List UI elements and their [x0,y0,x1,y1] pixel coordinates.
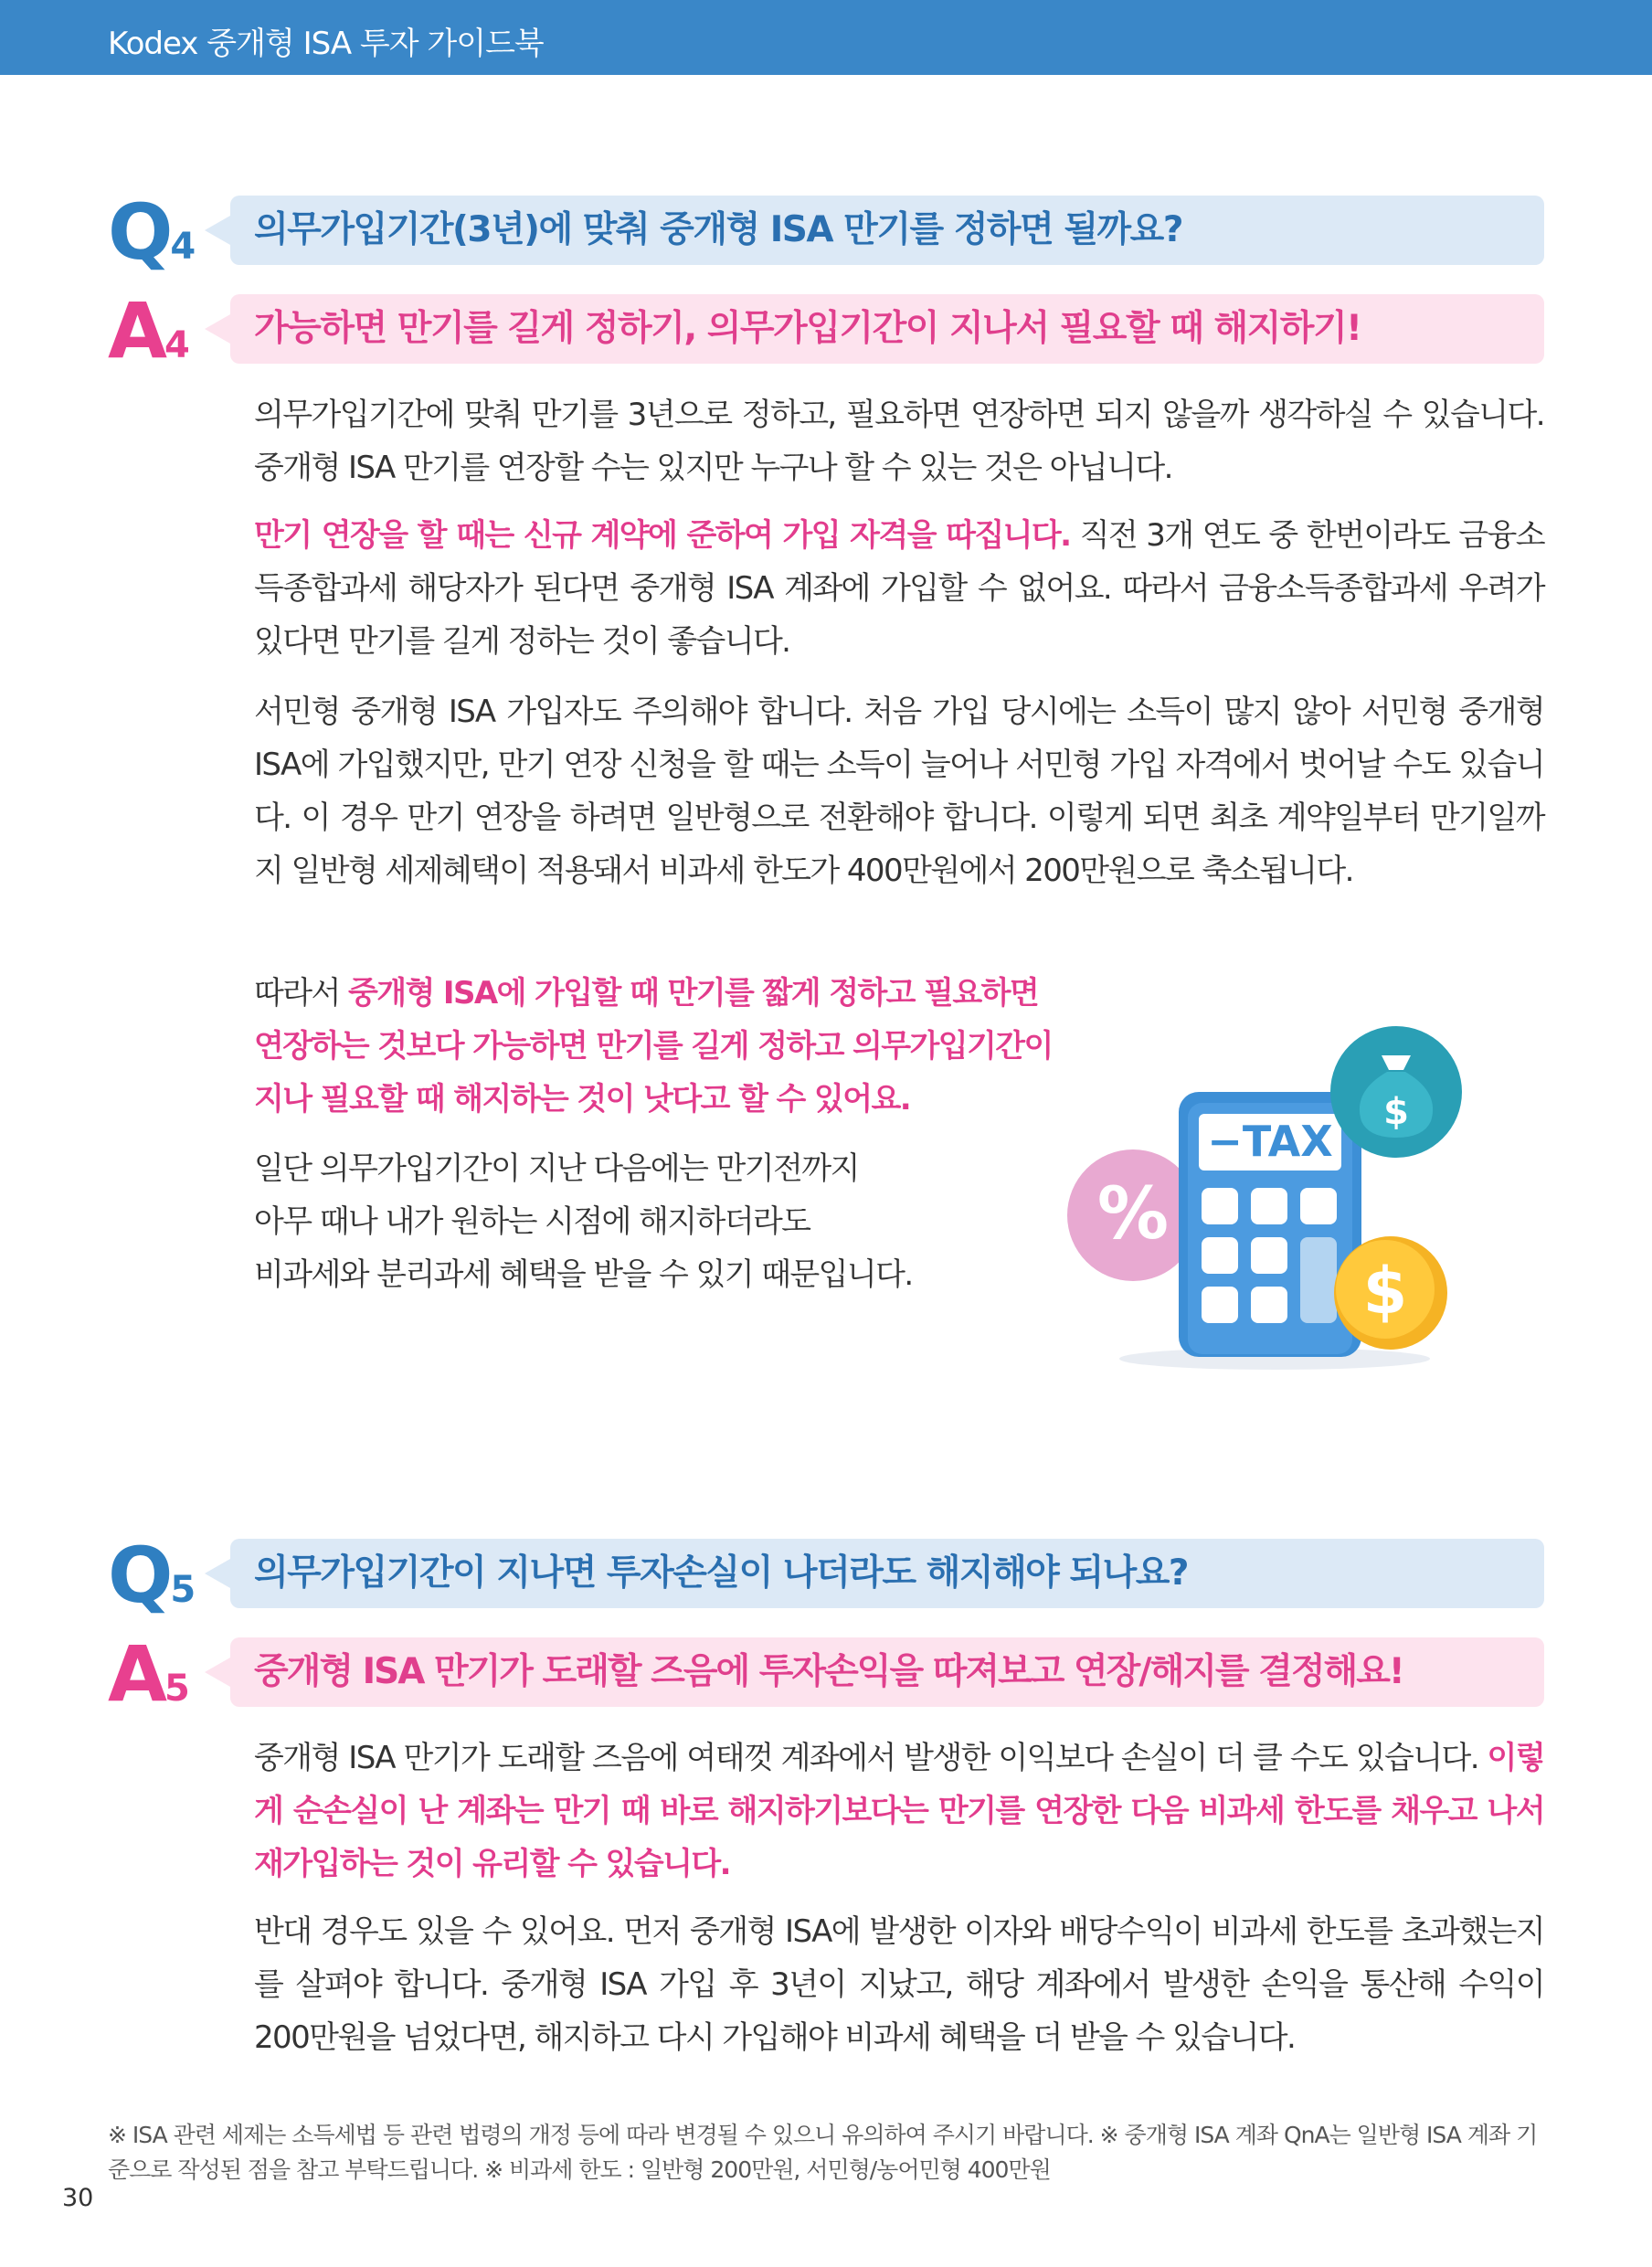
svg-text:$: $ [1383,1091,1409,1133]
q5-paragraph-2: 반대 경우도 있을 수 있어요. 먼저 중개형 ISA에 발생한 이자와 배당수익이 비과세 한도를 초과했는지를 살펴야 합니다. 중개형 ISA 가입 후 3년이 지났고, 해당 계좌에서 발생한 손익을 통산해 수익이 200만원을 넘었다면, 해지하고 다시 가입해야 비과세 혜택을 더 받을 수 있습니다. [254,1913,1544,2056]
header-title: Kodex 중개형 ISA 투자 가이드북 [108,26,544,62]
page-number: 30 [62,2184,94,2212]
q4-paragraph-3: 서민형 중개형 ISA 가입자도 주의해야 합니다. 처음 가입 당시에는 소득이 많지 않아 서민형 중개형 ISA에 가입했지만, 만기 연장 신청을 할 때는 소득이 늘어나 서민형 가입 자격에서 벗어날 수도 있습니다. 이 경우 만기 연장을 하려면 일반형으로 전환해야 합니다. 이렇게 되면 최초 계약일부터 만기일까지 일반형 세제혜택이 적용돼서 비과세 한도가 400만원에서 200만원으로 축소됩니다. [254,694,1544,889]
q4-paragraph-1: 의무가입기간에 맞춰 만기를 3년으로 정하고, 필요하면 연장하면 되지 않을까 생각하실 수 있습니다. 중개형 ISA 만기를 연장할 수는 있지만 누구나 할 수 있는 것은 아닙니다. [254,397,1544,486]
tax-calculator-illustration [1051,1019,1471,1384]
a5-answer-bubble [230,1637,1544,1707]
q5-paragraph-1 [254,1732,1544,1891]
money-bag-icon [1330,1026,1462,1158]
q4-paragraph-2-rest: 직전 3개 연도 중 한번이라도 금융소득종합과세 해당자가 된다면 중개형 ISA 계좌에 가입할 수 없어요. 따라서 금융소득종합과세 우려가 있다면 만기를 길게 정하는 것이 좋습니다. [254,517,1544,660]
q4-paragraph-4-line-2: 연장하는 것보다 가능하면 만기를 길게 정하고 의무가입기간이 [254,1028,1053,1065]
svg-text:%: % [1096,1173,1170,1255]
q5-label: Q5 [108,1531,196,1620]
a4-answer-bubble [230,294,1544,364]
a4-label: A4 [108,286,190,376]
header-bar [0,0,1652,75]
coin-icon [1334,1236,1447,1350]
q4-question-bubble [230,196,1544,265]
q4-label: Q4 [108,187,196,277]
q4-paragraph-4-line-3: 지나 필요할 때 해지하는 것이 낫다고 할 수 있어요. [254,1081,911,1118]
q4-paragraph-5-line-2: 아무 때나 내가 원하는 시점에 해지하더라도 [254,1203,810,1240]
svg-text:$: $ [1362,1254,1408,1329]
q4-paragraph-2-highlight: 만기 연장을 할 때는 신규 계약에 준하여 가입 자격을 따집니다. [254,517,1071,554]
q5-paragraph-1-highlight: 이렇게 순손실이 난 계좌는 만기 때 바로 해지하기보다는 만기를 연장한 다음 비과세 한도를 채우고 나서 재가입하는 것이 유리할 수 있습니다. [254,1740,1544,1882]
a5-label: A5 [108,1629,190,1719]
q4-paragraph-5-line-3: 비과세와 분리과세 혜택을 받을 수 있기 때문입니다. [254,1256,913,1293]
q4-paragraph-5-line-1: 일단 의무가입기간이 지난 다음에는 만기전까지 [254,1150,859,1187]
a5-answer-text: 중개형 ISA 만기가 도래할 즈음에 투자손익을 따져보고 연장/해지를 결정해요! [254,1651,1403,1692]
q5-question-bubble [230,1539,1544,1608]
q4-paragraph-4-prefix: 따라서 [254,975,348,1012]
calculator-icon [1179,1092,1361,1357]
q5-paragraph-1-start: 중개형 ISA 만기가 도래할 즈음에 여태껏 계좌에서 발생한 이익보다 손실이 더 클 수도 있습니다. [254,1740,1488,1776]
footnote: ※ ISA 관련 세제는 소득세법 등 관련 법령의 개정 등에 따라 변경될 수 있으니 유의하여 주시기 바랍니다. ※ 중개형 ISA 계좌 QnA는 일반형 ISA 계좌 기준으로 작성된 점을 참고 부탁드립니다. ※ 비과세 한도 : 일반형 200만원, 서민형/농어민형 400만원 [108,2122,1538,2183]
q4-paragraph-2 [254,509,1544,668]
q5-question-text: 의무가입기간이 지나면 투자손실이 나더라도 해지해야 되나요? [254,1552,1189,1594]
q4-question-text: 의무가입기간(3년)에 맞춰 중개형 ISA 만기를 정하면 될까요? [254,209,1182,250]
q4-paragraph-4-line-1: 중개형 ISA에 가입할 때 만기를 짧게 정하고 필요하면 [347,975,1039,1012]
svg-text:−TAX: −TAX [1207,1117,1333,1166]
q4-paragraph-5 [254,1142,1076,1301]
a4-answer-text: 가능하면 만기를 길게 정하기, 의무가입기간이 지나서 필요할 때 해지하기! [254,308,1361,349]
q4-paragraph-4 [254,967,1076,1126]
